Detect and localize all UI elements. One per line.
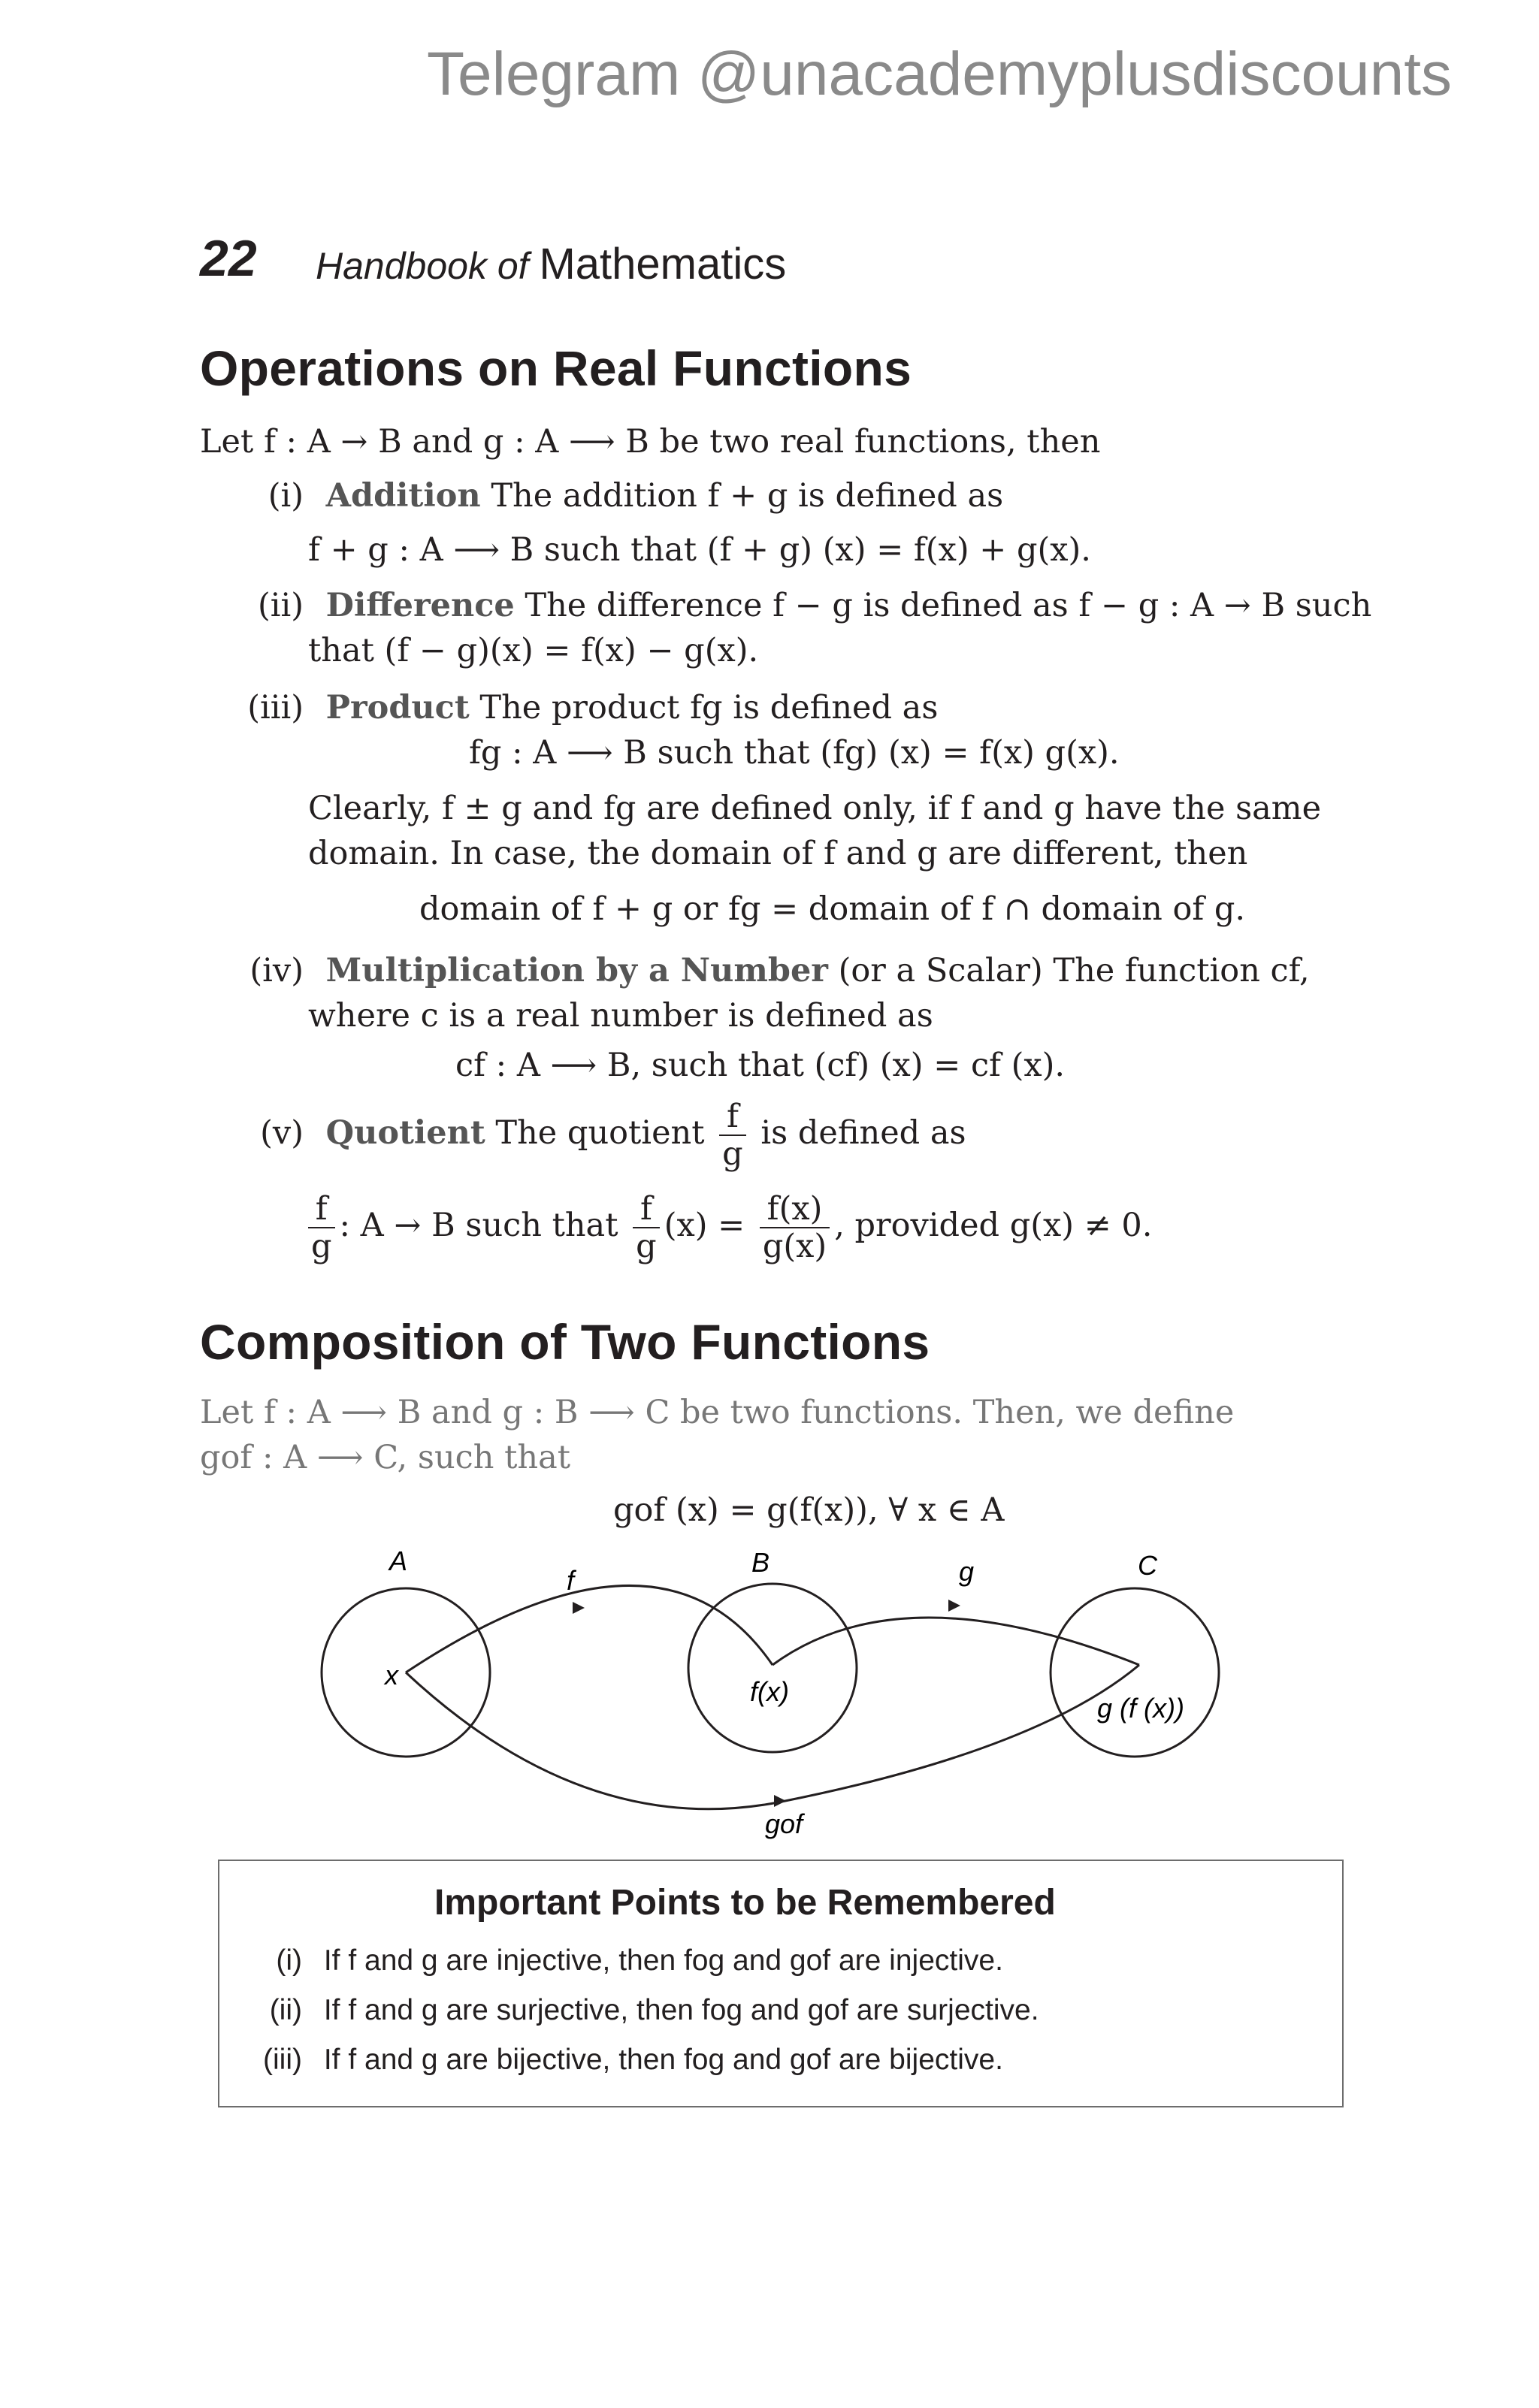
box-item-number: (ii)	[269, 1994, 302, 2026]
item-label: Multiplication by a Number	[325, 952, 828, 989]
fraction-numerator: f	[719, 1098, 746, 1136]
label-set-c: C	[1138, 1550, 1157, 1581]
item-number: (iii)	[247, 689, 304, 727]
arrowhead-f	[573, 1602, 585, 1614]
label-point-fx: f(x)	[750, 1676, 789, 1707]
item-text-after: is defined as	[760, 1114, 966, 1152]
label-set-b: B	[751, 1547, 770, 1578]
composition-line1: Let f : A ⟶ B and g : B ⟶ C be two functions. Then, we define	[200, 1394, 1235, 1431]
box-item-number: (iii)	[263, 2044, 302, 2076]
multiplication-formula: cf : A ⟶ B, such that (cf) (x) = cf (x).	[455, 1047, 1066, 1084]
fraction-denominator: g(x)	[762, 1228, 827, 1265]
composition-formula: gof (x) = g(f(x)), ∀ x ∈ A	[613, 1491, 1005, 1529]
item-label: Product	[325, 689, 470, 727]
product-note-3: domain of f + g or fg = domain of f ∩ domain of g.	[419, 890, 1246, 928]
composition-line2: gof : A ⟶ C, such that	[200, 1439, 570, 1476]
label-point-x: x	[385, 1660, 398, 1690]
box-title: Important Points to be Remembered	[434, 1883, 1056, 1923]
book-title-prefix: Handbook of	[316, 245, 540, 287]
set-c-circle	[1051, 1588, 1219, 1757]
item-text: The difference f − g is defined as f − g : A → B such	[514, 587, 1372, 624]
box-item-text: If f and g are injective, then fog and gof are injective.	[323, 1944, 1003, 1977]
item-number: (v)	[260, 1114, 304, 1152]
label-map-gof: gof	[765, 1808, 803, 1839]
fraction-denominator: g	[722, 1135, 743, 1173]
item-label: Addition	[325, 477, 481, 515]
item-text: The addition f + g is defined as	[480, 477, 1004, 515]
section-title-operations: Operations on Real Functions	[200, 340, 912, 396]
formula-text: (x) =	[664, 1207, 745, 1244]
arrow-g	[773, 1618, 1139, 1665]
fraction-numerator: f(x)	[760, 1191, 830, 1228]
box-item-number: (i)	[276, 1944, 302, 1977]
formula-text: : A → B such that	[339, 1207, 618, 1244]
label-map-f: f	[567, 1565, 575, 1596]
section-title-composition: Composition of Two Functions	[200, 1314, 930, 1370]
difference-line2: that (f − g)(x) = f(x) − g(x).	[308, 632, 759, 669]
item-text: The product fg is defined as	[469, 689, 939, 727]
fraction-numerator: f	[633, 1191, 660, 1228]
arrow-f	[406, 1585, 773, 1672]
product-formula: fg : A ⟶ B such that (fg) (x) = f(x) g(x).	[469, 734, 1120, 772]
item-text: The quotient	[485, 1114, 705, 1152]
item-label: Difference	[325, 587, 515, 624]
box-item-3	[248, 2041, 1003, 2079]
box-item-2	[255, 1992, 1039, 2029]
page-number: 22	[200, 230, 257, 287]
formula-text: , provided g(x) ≠ 0.	[834, 1207, 1153, 1244]
section1-intro: Let f : A → B and g : A ⟶ B be two real functions, then	[200, 423, 1101, 461]
box-item-text: If f and g are surjective, then fog and gof are surjective.	[323, 1994, 1039, 2026]
item-number: (i)	[268, 477, 304, 515]
item-label: Quotient	[325, 1114, 485, 1152]
fraction-denominator: g	[636, 1228, 657, 1265]
label-set-a: A	[389, 1545, 408, 1576]
box-item-text: If f and g are bijective, then fog and gof are bijective.	[323, 2044, 1003, 2076]
watermark: Telegram @unacademyplusdiscounts	[427, 40, 1453, 108]
addition-formula: f + g : A ⟶ B such that (f + g) (x) = f(x) + g(x).	[308, 531, 1091, 569]
arrowhead-gof	[774, 1795, 786, 1807]
label-map-g: g	[959, 1556, 975, 1587]
item-text: (or a Scalar) The function cf,	[827, 952, 1310, 989]
fraction-denominator: g	[311, 1228, 332, 1265]
product-note-2: domain. In case, the domain of f and g are different, then	[308, 835, 1248, 872]
fraction-numerator: f	[308, 1191, 335, 1228]
multiplication-line2: where c is a real number is defined as	[308, 997, 933, 1035]
arrowhead-g	[948, 1600, 960, 1612]
item-number: (ii)	[257, 587, 304, 624]
book-title-main: Mathematics	[539, 240, 787, 289]
item-number: (iv)	[249, 952, 304, 989]
label-point-gfx: g (f (x))	[1097, 1693, 1184, 1724]
product-note-1: Clearly, f ± g and fg are defined only, if f and g have the same	[308, 790, 1322, 827]
box-item-1	[271, 1942, 1003, 1980]
